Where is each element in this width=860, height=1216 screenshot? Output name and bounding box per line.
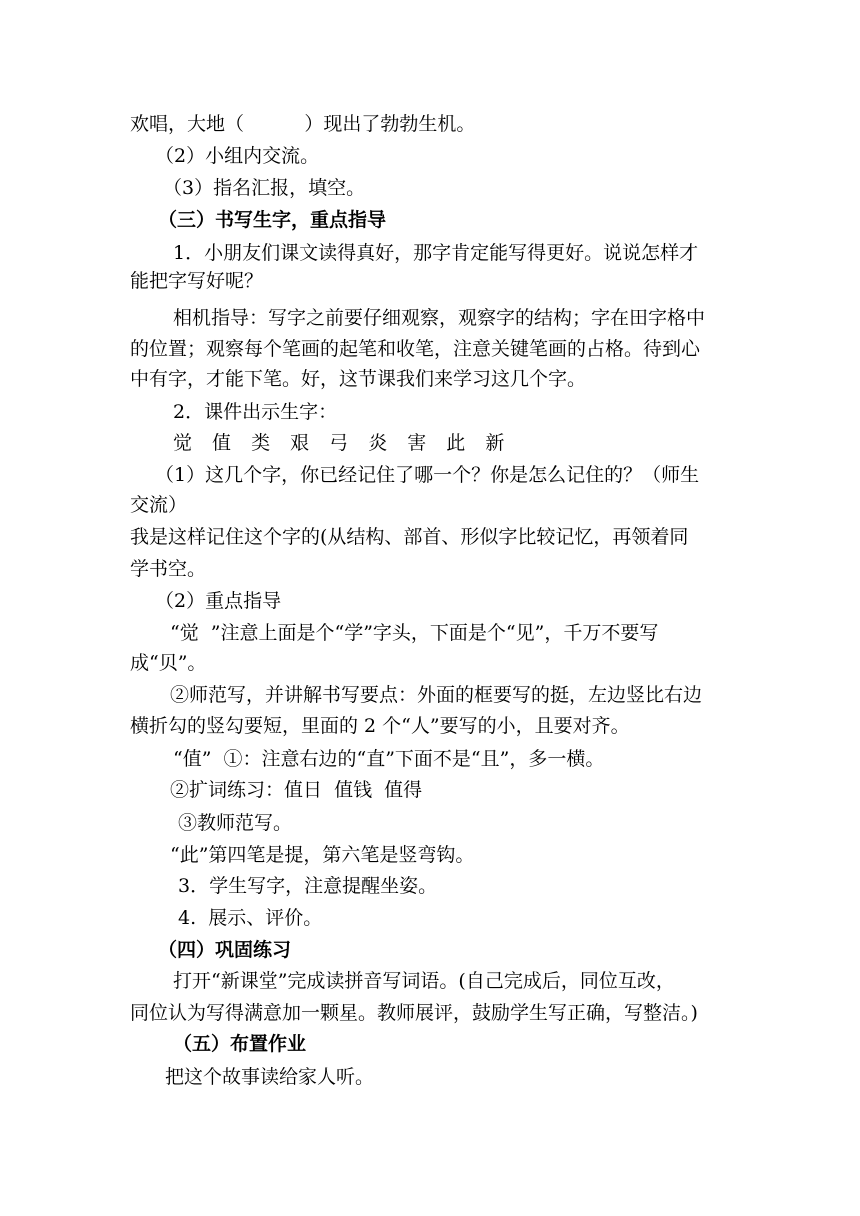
- text-line: 4. 展示、评价。: [178, 907, 323, 929]
- text-line: 打开“新课堂”完成读拼音写词语。(自己完成后，同位互改，: [173, 970, 675, 992]
- text-line: 3．学生写字，注意提醒坐姿。: [178, 875, 438, 897]
- text-line: （3）指名汇报，填空。: [163, 177, 366, 199]
- text-line: 2．课件出示生字：: [173, 401, 338, 423]
- text-line: 中有字，才能下笔。好，这节课我们来学习这几个字。: [130, 368, 587, 390]
- text-line: 的位置；观察每个笔画的起笔和收笔，注意关键笔画的占格。待到心: [130, 338, 701, 360]
- text-line: （2）重点指导: [155, 590, 282, 612]
- text-line: “值” ①：注意右边的“直”下面不是“且”，多一横。: [173, 748, 605, 770]
- text-line: ②扩词练习：值日 值钱 值得: [170, 779, 423, 801]
- section-heading: （五）布置作业: [173, 1033, 307, 1055]
- text-line: 学书空。: [130, 558, 207, 580]
- text-line: ②师范写，并讲解书写要点：外面的框要写的挺，左边竖比右边: [170, 684, 703, 706]
- section-heading: （三）书写生字，重点指导: [158, 209, 387, 231]
- text-line: 交流）: [130, 494, 188, 516]
- text-line: “觉 ”注意上面是个“学”字头，下面是个“见”，千万不要写: [170, 622, 659, 644]
- new-characters: 觉 值 类 艰 弓 炎 害 此 新: [173, 432, 512, 454]
- section-heading: （四）巩固练习: [158, 939, 292, 961]
- text-line: 把这个故事读给家人听。: [165, 1066, 375, 1088]
- text-line: 相机指导：写字之前要仔细观察，观察字的结构；字在田字格中: [173, 307, 706, 329]
- text-line: （2）小组内交流。: [155, 145, 320, 167]
- text-line: 能把字写好呢？: [130, 270, 264, 292]
- text-line: 1．小朋友们课文读得真好，那字肯定能写得更好。说说怎样才: [173, 242, 699, 264]
- text-line: 同位认为写得满意加一颗星。教师展评，鼓励学生写正确，写整洁。): [130, 1002, 698, 1024]
- text-line: “此”第四笔是提，第六笔是竖弯钩。: [170, 844, 475, 866]
- text-line: 成“贝”。: [130, 652, 207, 674]
- text-line: ③教师范写。: [178, 812, 293, 834]
- text-line: 欢唱，大地（ ）现出了勃勃生机。: [130, 113, 476, 135]
- text-line: （1）这几个字，你已经记住了哪一个？你是怎么记住的？（师生: [155, 464, 700, 486]
- text-line: 横折勾的竖勾要短，里面的 2 个“人”要写的小，且要对齐。: [130, 715, 630, 737]
- text-line: 我是这样记住这个字的(从结构、部首、形似字比较记忆，再领着同: [130, 526, 689, 548]
